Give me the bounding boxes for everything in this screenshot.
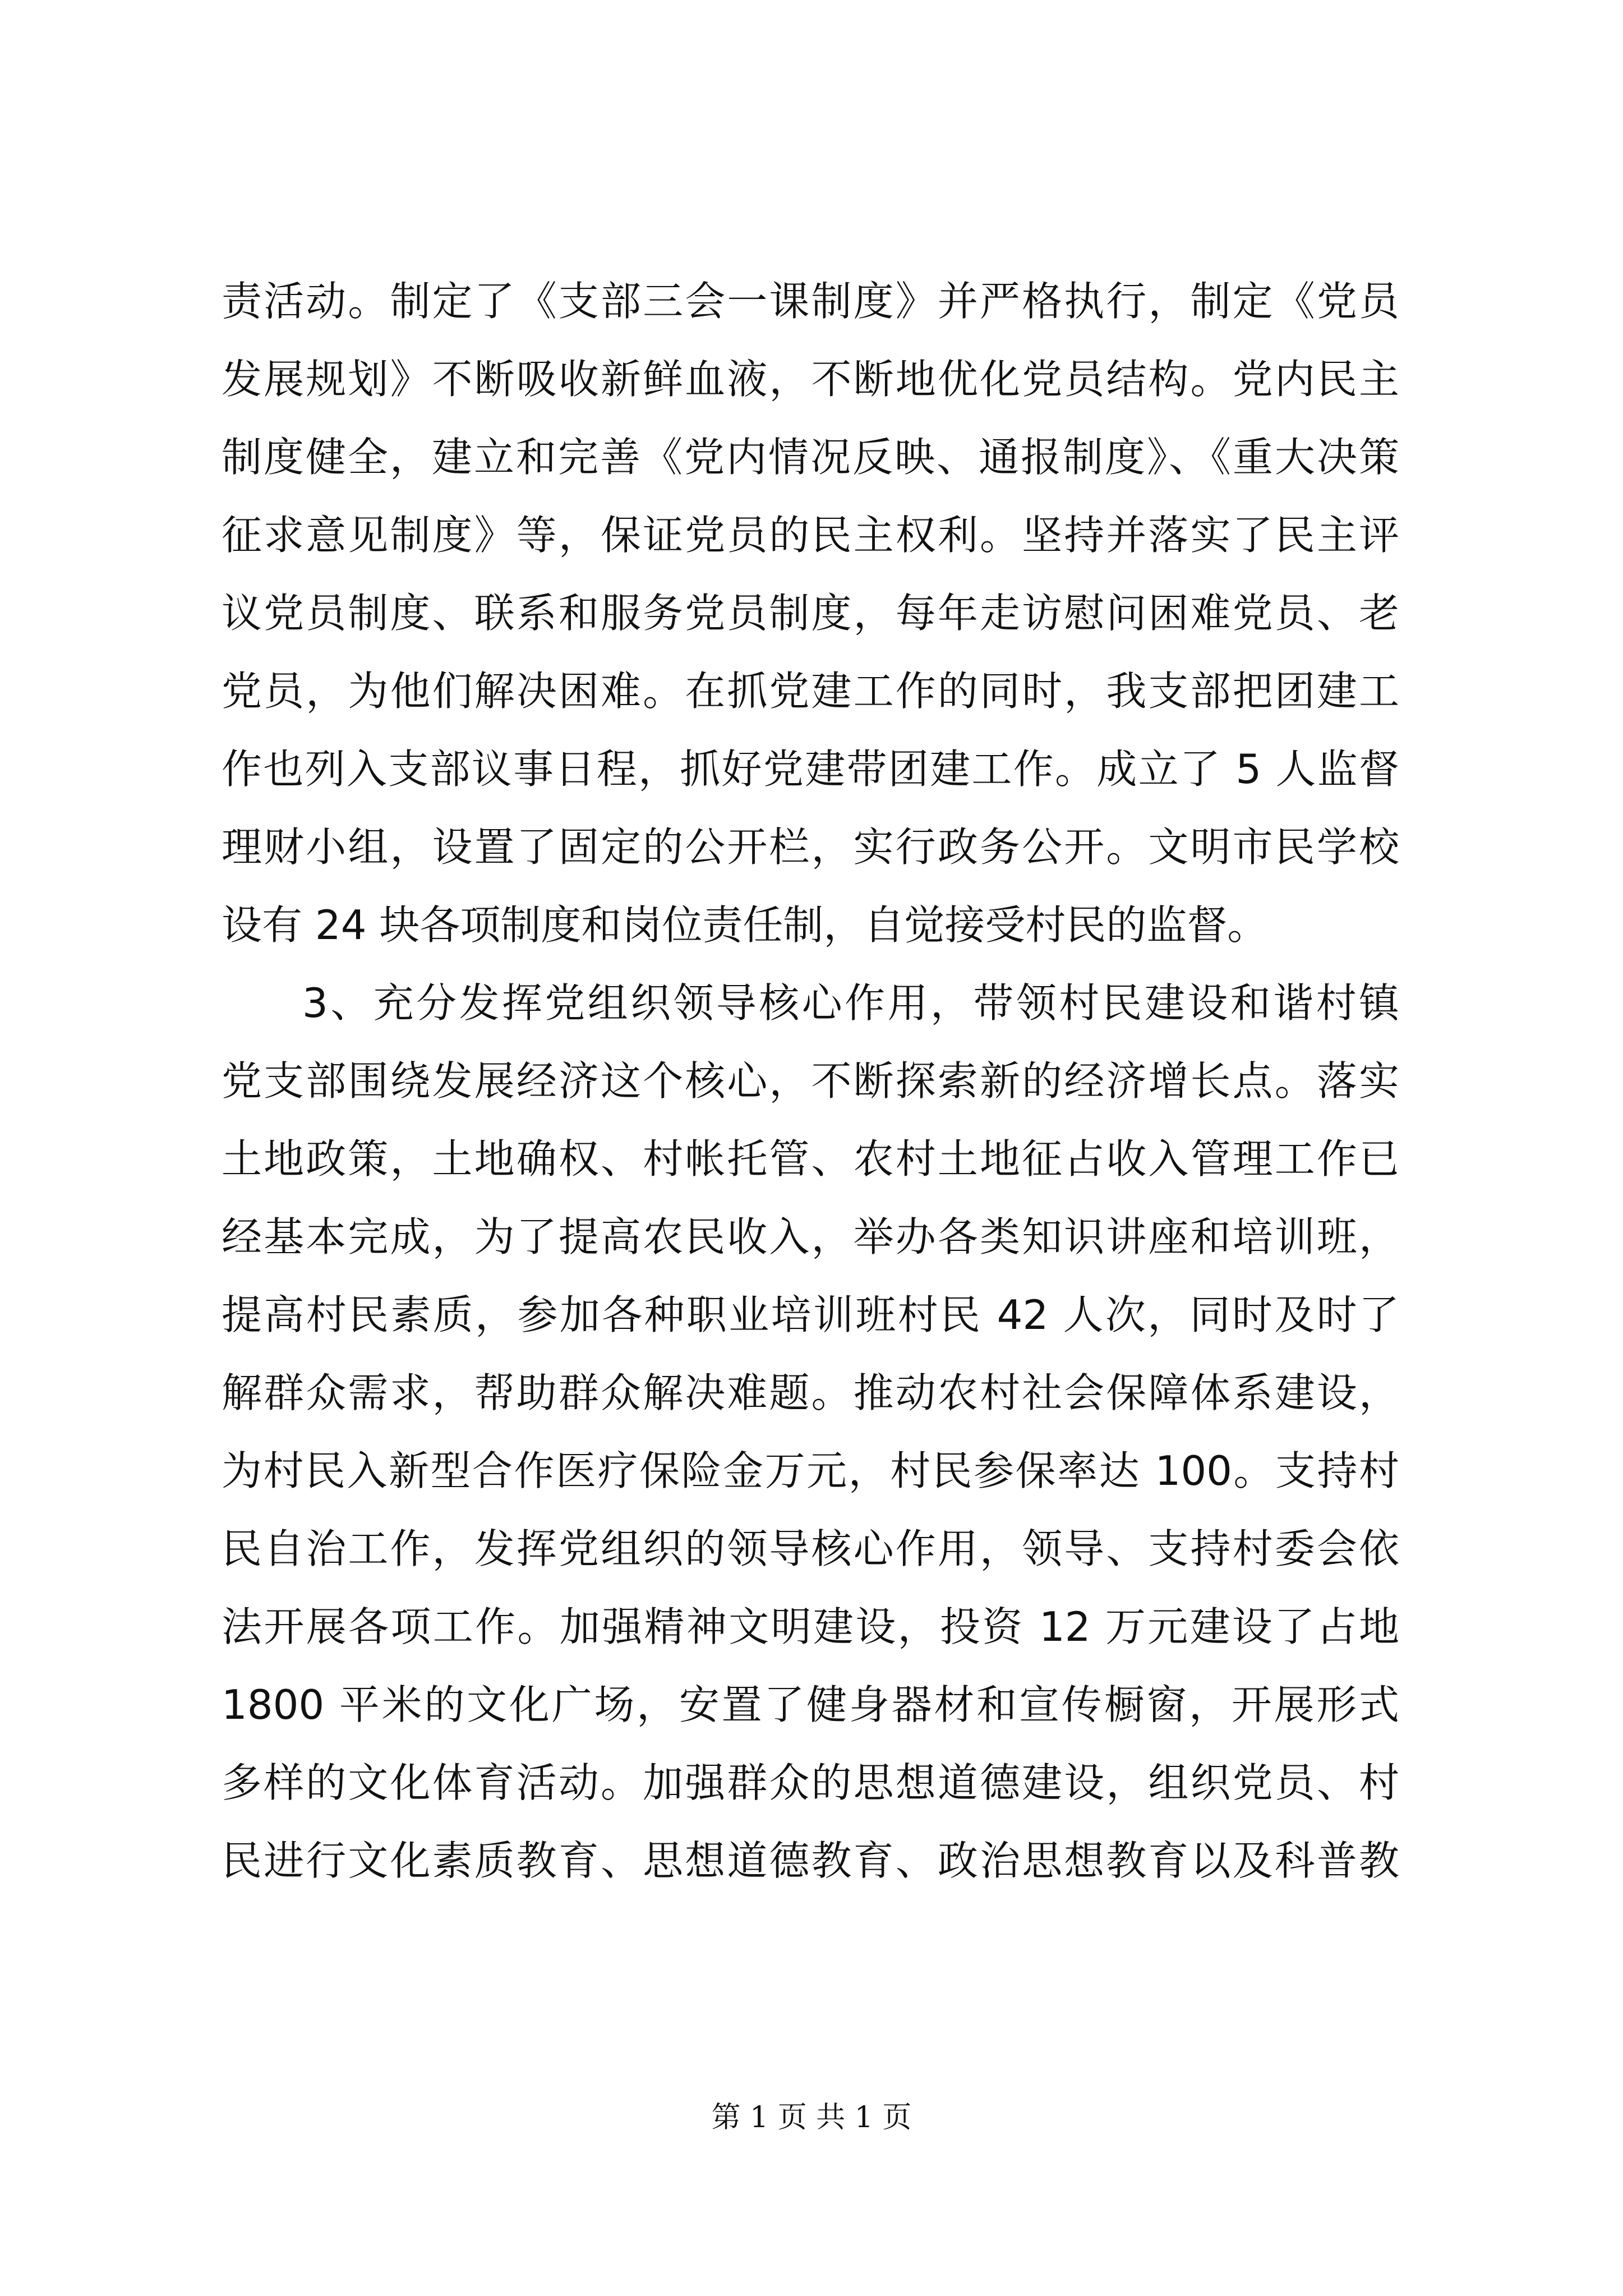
text-line: 议党员制度、联系和服务党员制度，每年走访慰问困难党员、老 (222, 590, 1399, 637)
text-line: 为村民入新型合作医疗保险金万元，村民参保率达 100。支持村 (222, 1447, 1399, 1494)
body-text (222, 263, 1399, 1900)
text-line: 经基本完成，为了提高农民收入，举办各类知识讲座和培训班， (222, 1213, 1399, 1260)
text-line: 提高村民素质，参加各种职业培训班村民 42 人次，同时及时了 (222, 1291, 1399, 1338)
text-line: 设有 24 块各项制度和岗位责任制，自觉接受村民的监督。 (222, 901, 1268, 949)
text-line: 多样的文化体育活动。加强群众的思想道德建设，组织党员、村 (222, 1759, 1399, 1806)
text-line: 作也列入支部议事日程，抓好党建带团建工作。成立了 5 人监督 (222, 746, 1399, 793)
text-line: 民自治工作，发挥党组织的领导核心作用，领导、支持村委会依 (222, 1525, 1399, 1572)
text-line: 发展规划》不断吸收新鲜血液，不断地优化党员结构。党内民主 (222, 356, 1399, 403)
text-line: 解群众需求，帮助群众解决难题。推动农村社会保障体系建设， (222, 1369, 1399, 1416)
text-line: 土地政策，土地确权、村帐托管、农村土地征占收入管理工作已 (222, 1135, 1399, 1182)
text-line: 责活动。制定了《支部三会一课制度》并严格执行，制定《党员 (222, 278, 1399, 325)
text-line: 党支部围绕发展经济这个核心，不断探索新的经济增长点。落实 (222, 1057, 1399, 1105)
text-line: 法开展各项工作。加强精神文明建设，投资 12 万元建设了占地 (222, 1603, 1399, 1650)
text-line: 理财小组，设置了固定的公开栏，实行政务公开。文明市民学校 (222, 823, 1399, 871)
page-number-footer: 第 1 页 共 1 页 (711, 2101, 912, 2134)
paragraph-start-line: 3、充分发挥党组织领导核心作用，带领村民建设和谐村镇 (302, 979, 1399, 1027)
text-line: 征求意见制度》等，保证党员的民主权利。坚持并落实了民主评 (222, 512, 1399, 559)
text-line: 党员，为他们解决困难。在抓党建工作的同时，我支部把团建工 (222, 668, 1399, 715)
text-line: 制度健全，建立和完善《党内情况反映、通报制度》、《重大决策 (222, 434, 1399, 481)
text-line: 1800 平米的文化广场，安置了健身器材和宣传橱窗，开展形式 (222, 1681, 1399, 1728)
text-line: 民进行文化素质教育、思想道德教育、政治思想教育以及科普教 (222, 1837, 1399, 1884)
